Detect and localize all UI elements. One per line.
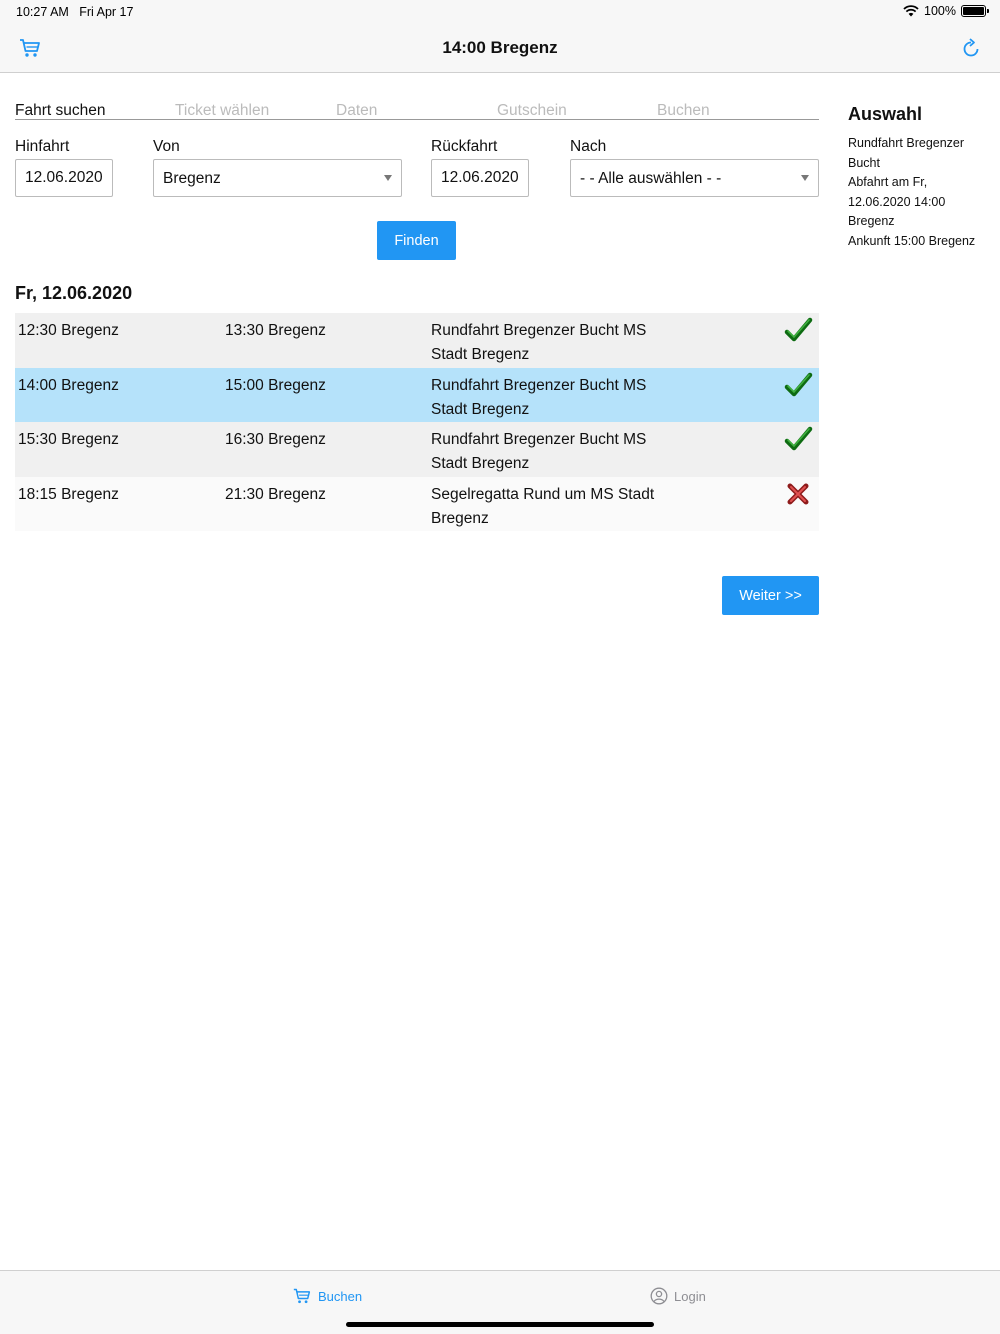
cart-icon — [292, 1287, 312, 1305]
tab-login[interactable] — [650, 1287, 706, 1305]
step-indicator — [15, 102, 819, 120]
arrival-cell: 15:00 Bregenz — [225, 376, 326, 394]
step-fahrt-suchen[interactable]: Fahrt suchen — [15, 102, 106, 119]
step-gutschein: Gutschein — [497, 102, 567, 119]
trip-name-cell: Segelregatta Rund um MS Stadt Bregenz — [431, 485, 655, 527]
von-label: Von — [153, 138, 180, 155]
trip-name-cell: Rundfahrt Bregenzer Bucht MS Stadt Bregenz — [431, 431, 647, 472]
tab-buchen-label: Buchen — [318, 1288, 363, 1304]
rueckfahrt-date-input[interactable]: 12.06.2020 — [431, 159, 529, 197]
find-button[interactable]: Finden — [377, 221, 456, 260]
selection-departure: Abfahrt am Fr, 12.06.2020 14:00 Bregenz — [848, 175, 946, 228]
nach-select[interactable] — [570, 159, 819, 197]
checkmark-icon — [783, 315, 813, 345]
results-table — [15, 313, 819, 531]
wifi-icon — [903, 5, 919, 17]
step-daten: Daten — [336, 102, 378, 119]
arrival-cell: 21:30 Bregenz — [225, 485, 326, 503]
table-row[interactable] — [15, 313, 819, 368]
unavailable-x-icon — [783, 479, 813, 509]
trip-name-cell: Rundfahrt Bregenzer Bucht MS Stadt Bregenz — [431, 376, 647, 418]
nach-label: Nach — [570, 138, 607, 155]
chevron-down-icon — [384, 175, 392, 181]
step-ticket-waehlen: Ticket wählen — [175, 102, 270, 119]
von-select[interactable] — [153, 159, 402, 197]
selection-trip: Rundfahrt Bregenzer Bucht — [848, 136, 965, 170]
checkmark-icon — [783, 424, 813, 454]
table-row-selected[interactable] — [15, 368, 819, 423]
selection-summary — [848, 134, 988, 251]
step-buchen: Buchen — [657, 102, 710, 119]
tab-login-label: Login — [674, 1288, 706, 1304]
status-indicators — [903, 4, 986, 18]
refresh-icon[interactable] — [960, 38, 982, 60]
table-row[interactable] — [15, 422, 819, 477]
navigation-bar — [0, 24, 1000, 73]
arrival-cell: 16:30 Bregenz — [225, 431, 326, 448]
rueckfahrt-label: Rückfahrt — [431, 138, 498, 155]
nach-selected-value: - - Alle auswählen - - — [580, 170, 722, 187]
battery-icon — [961, 5, 986, 17]
next-button[interactable]: Weiter >> — [722, 576, 819, 615]
arrival-cell: 13:30 Bregenz — [225, 322, 326, 339]
checkmark-icon — [783, 370, 813, 400]
hinfahrt-label: Hinfahrt — [15, 138, 70, 155]
departure-cell: 18:15 Bregenz — [18, 485, 119, 503]
selection-arrival: Ankunft 15:00 Bregenz — [848, 233, 976, 248]
tab-buchen[interactable] — [292, 1287, 362, 1305]
page-title: 14:00 Bregenz — [442, 38, 558, 57]
hinfahrt-date-input[interactable]: 12.06.2020 — [15, 159, 113, 197]
home-indicator — [346, 1322, 654, 1327]
table-row[interactable] — [15, 477, 819, 532]
trip-name-cell: Rundfahrt Bregenzer Bucht MS Stadt Bregenz — [431, 322, 647, 363]
battery-percent: 100% — [924, 4, 956, 18]
status-time: 10:27 AM Fri Apr 17 — [16, 5, 134, 19]
von-selected-value: Bregenz — [163, 170, 221, 187]
selection-title: Auswahl — [848, 104, 923, 124]
results-date-heading: Fr, 12.06.2020 — [15, 283, 133, 303]
status-bar — [0, 0, 1000, 24]
departure-cell: 15:30 Bregenz — [18, 431, 119, 448]
departure-cell: 14:00 Bregenz — [18, 376, 119, 394]
chevron-down-icon — [801, 175, 809, 181]
user-circle-icon — [650, 1287, 668, 1305]
departure-cell: 12:30 Bregenz — [18, 322, 119, 339]
